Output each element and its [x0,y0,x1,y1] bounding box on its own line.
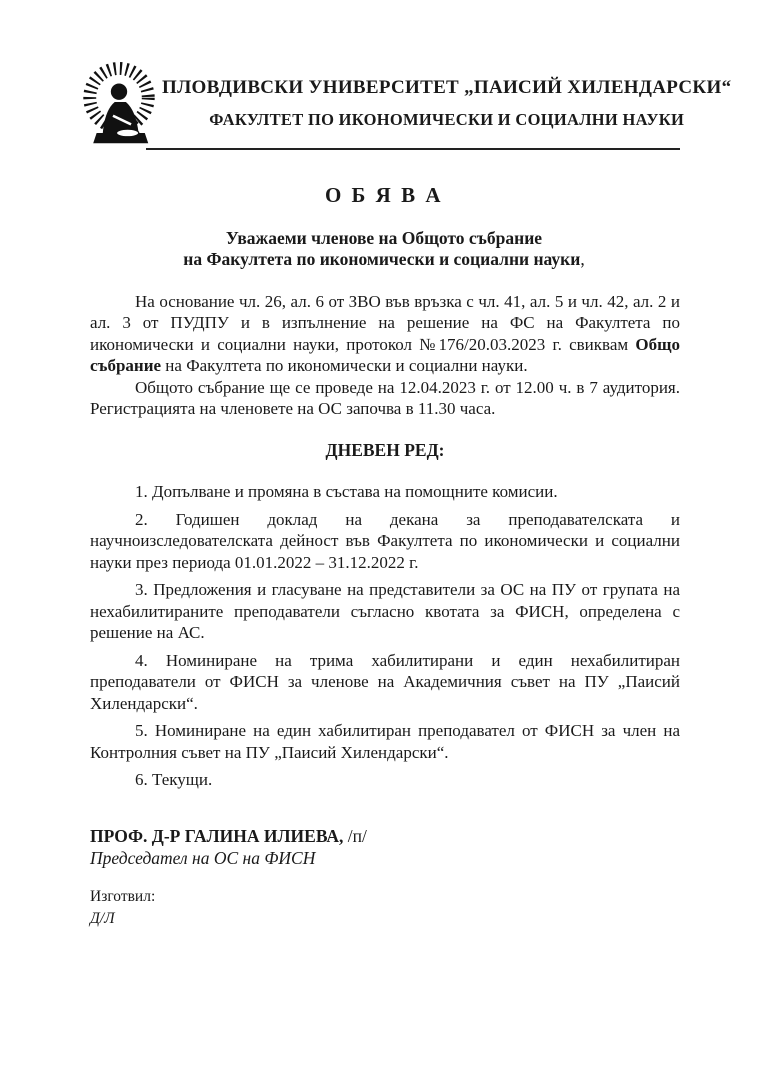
salutation-line-2: на Факултета по икономически и социални науки, [183,249,585,269]
prepared-block [90,886,680,930]
agenda-item: 2. Годишен доклад на декана за преподавателската и научноизследователската дейност във Факултета по икономически и социални науки през периода 01.01.2022 – 31.12.2022 г. [90,509,680,572]
salutation-line-1: Уважаеми членове на Общото събрание [225,227,543,248]
paragraph-meeting-details: Общото събрание ще се проведе на 12.04.2023 г. от 12.00 ч. в 7 аудитория. Регистрацията на членовете на ОС започва в 11.30 часа. [90,377,680,418]
agenda-list [90,481,680,791]
monk-writing-icon [76,57,162,147]
page-title: О Б Я В А [324,183,444,207]
bold-general-assembly: Общо събрание [90,334,680,375]
agenda-item: 4. Номиниране на трима хабилитирани и един нехабилитиран преподаватели от ФИСН за членове на Академичния съвет на ПУ „Паисий Хилендарски“. [90,650,680,713]
signature-block [90,826,680,930]
agenda-item: 5. Номиниране на един хабилитиран преподавател от ФИСН за член на Контролния съвет на ПУ „Паисий Хилендарски“. [90,721,680,762]
paragraph-legal-basis: На основание чл. 26, ал. 6 от ЗВО във връзка с чл. 41, ал. 5 и чл. 42, ал. 2 и ал. 3 от ПУДПУ и в изпълнение на решение на ФС на Факултета по икономически и социални науки, протокол №176/20.03.2023 г. свиквам Общо събрание на Факултета по икономически и социални науки. [90,291,680,375]
agenda-item: 3. Предложения и гласуване на представители за ОС на ПУ от групата на нехабилитираните преподаватели съгласно квотата за ФИСН, определена с решение на АС. [90,580,680,642]
signed-mark: /п/ [343,825,367,846]
salutation [0,228,768,271]
prepared-by-initials: Д/Л [90,910,115,927]
faculty-name: ФАКУЛТЕТ ПО ИКОНОМИЧЕСКИ И СОЦИАЛНИ НАУКИ [209,109,685,129]
document-body [90,291,680,930]
letterhead [76,57,732,147]
prepared-label: Изготвил: [90,887,156,905]
university-name: ПЛОВДИВСКИ УНИВЕРСИТЕТ „ПАИСИЙ ХИЛЕНДАРСКИ“ [162,77,732,98]
letterhead-text [162,57,731,130]
signature-role: Председател на ОС на ФИСН [90,848,316,868]
header-divider [146,148,680,150]
agenda-item: 1. Допълване и промяна в състава на помощните комисии. [135,482,558,501]
signature-name: ПРОФ. Д-Р ГАЛИНА ИЛИЕВА, /п/ [90,825,367,846]
agenda-heading: ДНЕВЕН РЕД: [325,439,445,460]
agenda-item: 6. Текущи. [135,770,213,789]
